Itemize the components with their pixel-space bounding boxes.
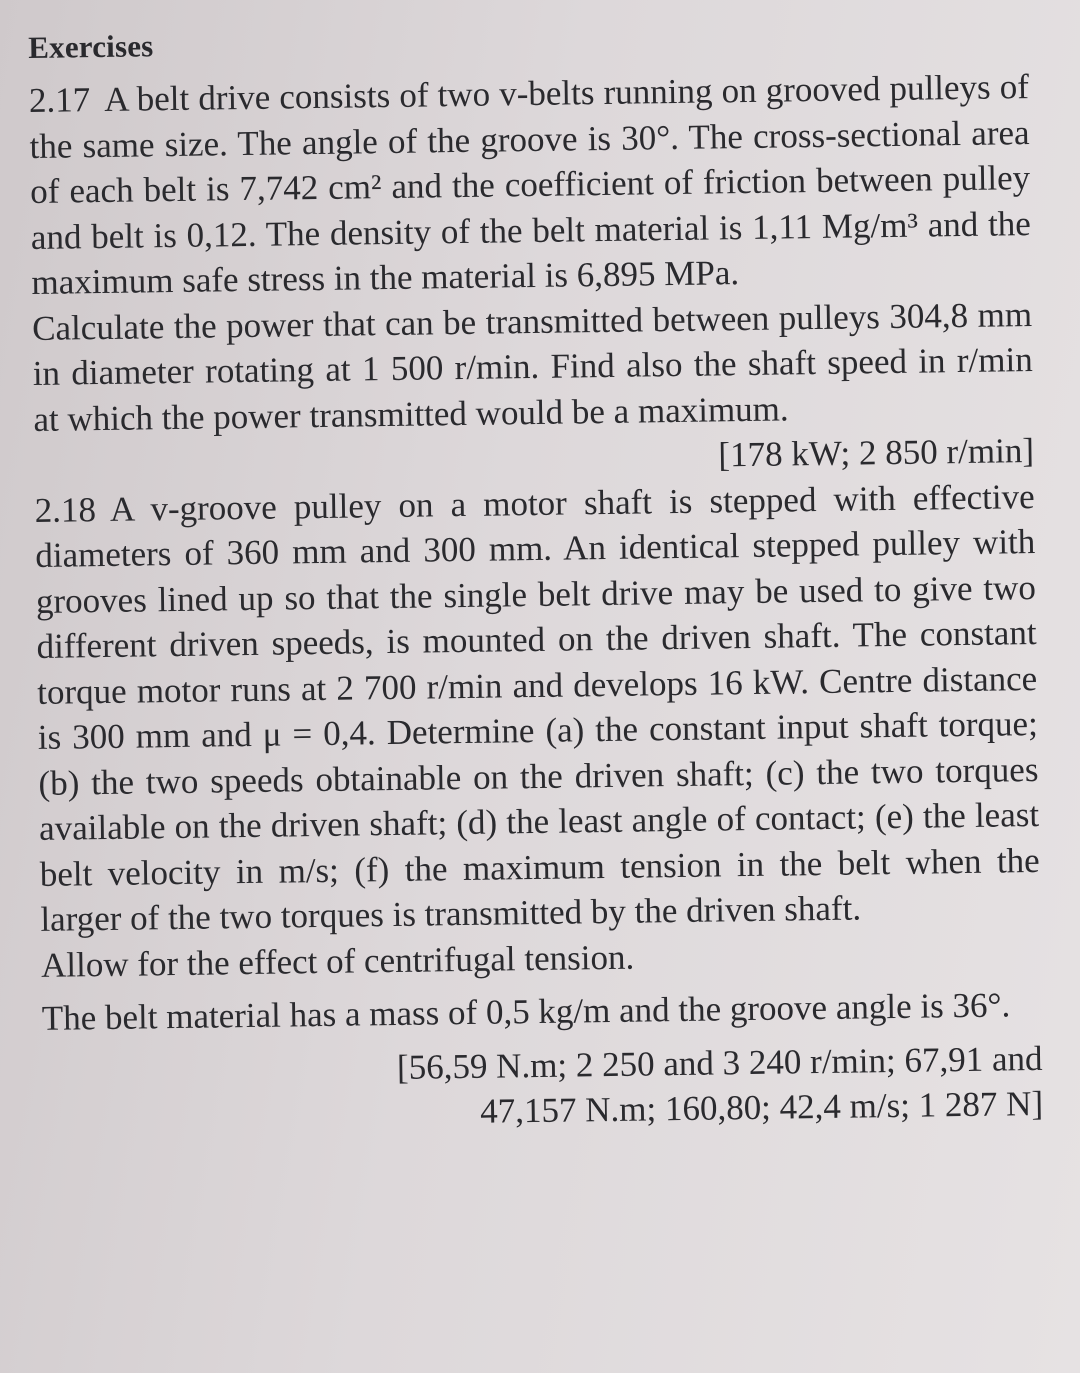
exercise-number: 2.17 [28,80,91,120]
exercise-2-17 [28,64,1035,475]
exercise-2-18-paragraph-3: The belt material has a mass of 0,5 kg/m and the groove angle is 36°. [41,985,1011,1038]
answer-line-2: 47,157 N.m; 160,80; 42,4 m/s; 1 287 N] [479,1083,1044,1131]
exercise-2-17-paragraph-1 [29,64,1032,305]
exercise-text: A belt drive consists of two v-belts running on grooved pulleys of the same size. The angle of the groove is 30°. The cross-sectional area of each belt is 7,742 cm² and the coefficient of friction between pulley and belt is 0,12. The density of the belt material is 1,11 Mg/m³ and the maximum safe stress in the material is 6,895 MPa. [29,67,1032,302]
textbook-page [28,16,1043,1140]
exercise-number: 2.18 [34,489,97,530]
answer-line-1: [56,59 N.m; 2 250 and 3 240 r/min; 67,91 and [396,1038,1043,1087]
exercise-answer: [178 kW; 2 850 r/min] [718,430,1035,475]
exercise-2-18-paragraph-2: Allow for the effect of centrifugal tension. [40,937,635,985]
exercise-answer [42,1035,1043,1140]
exercise-2-18-paragraph-1 [34,473,1040,942]
section-heading: Exercises [28,28,154,65]
exercise-2-17-paragraph-2 [31,292,1035,475]
exercise-text: Calculate the power that can be transmitted between pulleys 304,8 mm in diameter rotating at 1 500 r/min. Find also the shaft speed in r/min at which the power transmitted would be a maximum. [31,294,1033,439]
exercise-text: A v-groove pulley on a motor shaft is stepped with effective diameters of 360 mm and 300 mm. An identical stepped pulley with grooves lined up so that the single belt drive may be used to give two different driven speeds, is mounted on the driven shaft. The constant torque motor runs at 2 700 r/min and develops 16 kW. Centre distance is 300 mm and μ = 0,4. Determine (a) the constant input shaft torque; (b) the two speeds obtainable on the driven shaft; (c) the two torques available on the driven shaft; (d) the least angle of contact; (e) the least belt velocity in m/s; (f) the maximum tension in the belt when the larger of the two torques is transmitted by the driven shaft. [35,476,1040,939]
exercise-2-18 [34,473,1043,1140]
